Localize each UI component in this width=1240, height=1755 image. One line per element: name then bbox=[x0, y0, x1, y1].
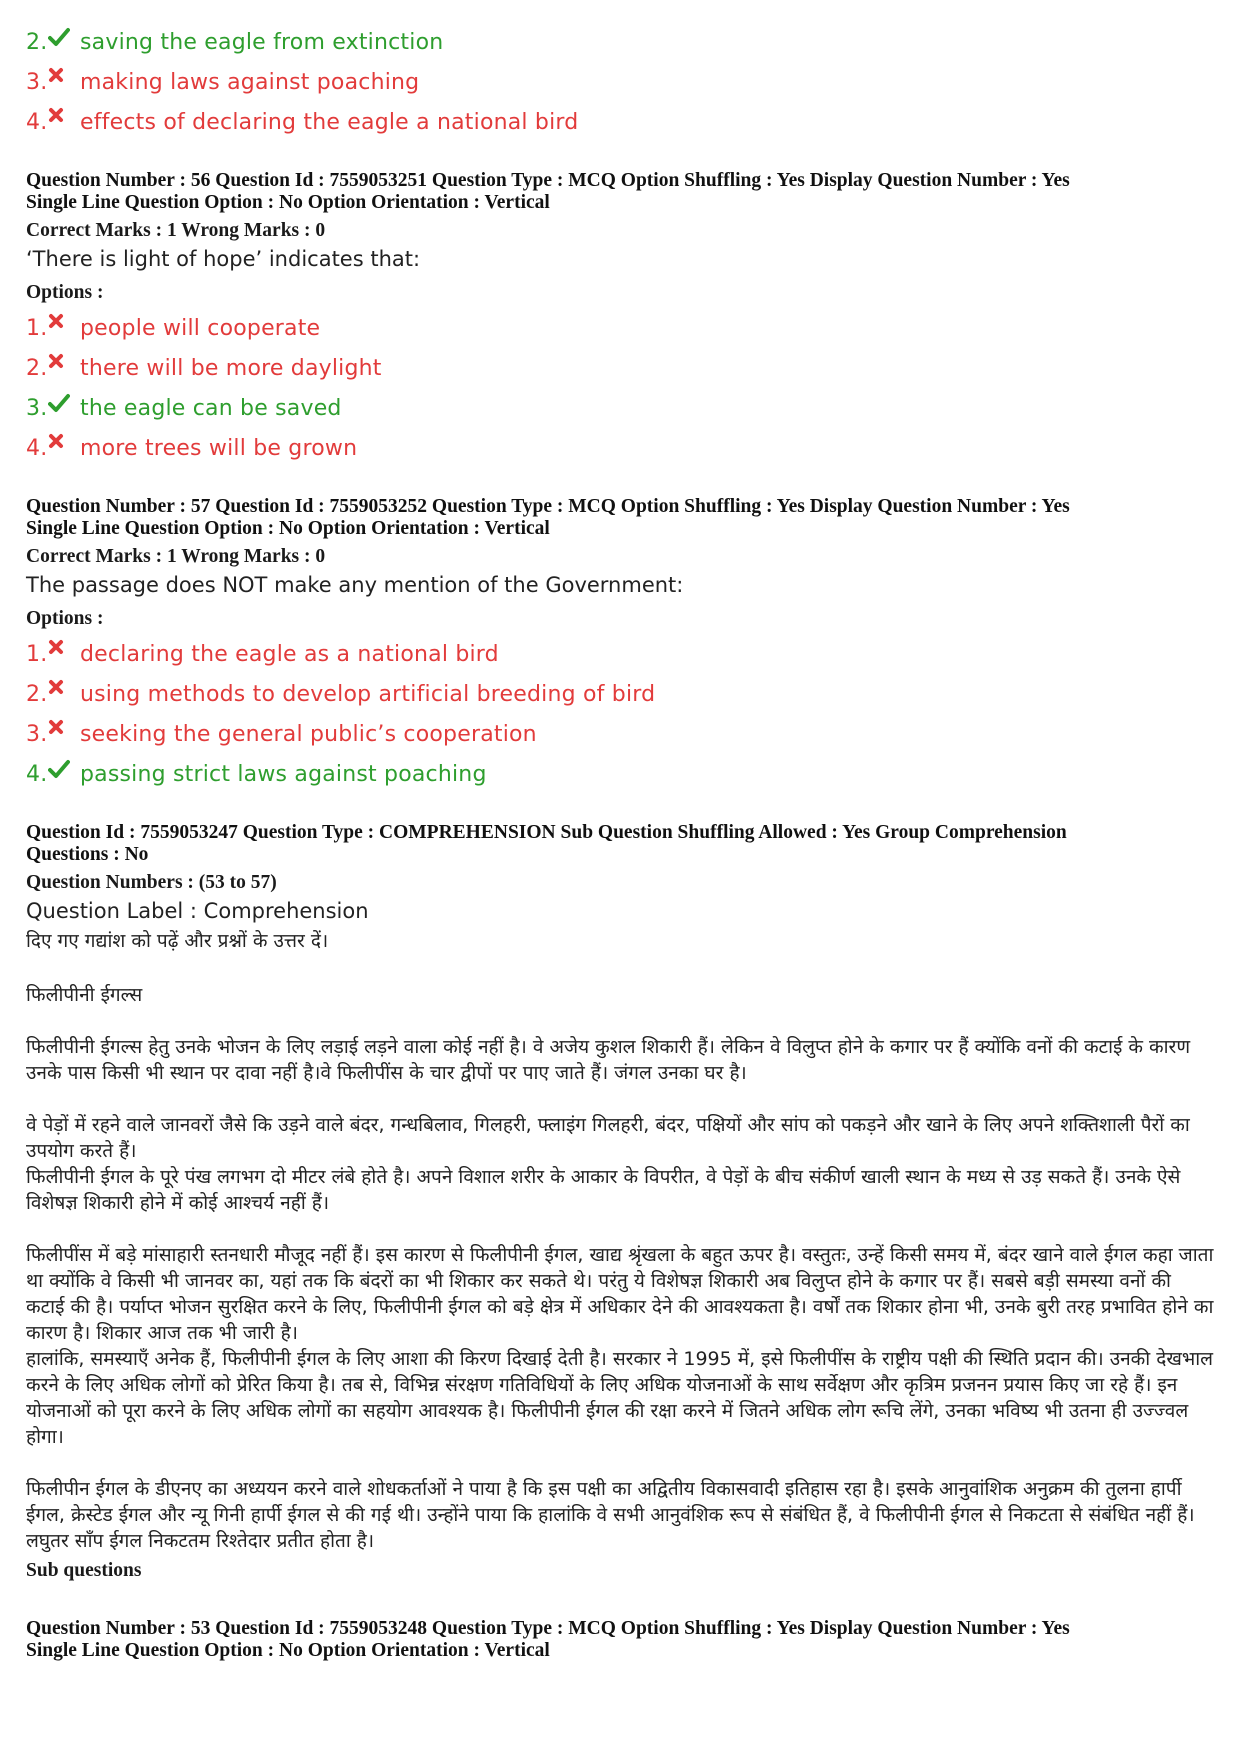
cross-icon bbox=[48, 719, 80, 749]
question-meta-line2: Single Line Question Option : No Option Orientation : Vertical bbox=[26, 1640, 550, 1661]
question-marks: Correct Marks : 1 Wrong Marks : 0 bbox=[26, 546, 326, 567]
option-item bbox=[26, 674, 1214, 714]
option-item bbox=[26, 308, 1214, 348]
option-item bbox=[26, 714, 1214, 754]
check-icon bbox=[48, 393, 80, 423]
option-text: declaring the eagle as a national bird bbox=[80, 641, 499, 667]
option-number: 3. bbox=[26, 69, 48, 95]
option-text: saving the eagle from extinction bbox=[80, 29, 444, 55]
option-number: 3. bbox=[26, 395, 48, 421]
question-57 bbox=[26, 496, 1214, 794]
question-text: ‘There is light of hope’ indicates that: bbox=[26, 247, 421, 271]
option-number: 1. bbox=[26, 315, 48, 341]
options-label: Options : bbox=[26, 608, 104, 629]
passage-paragraph: फिलीपीनी ईगल्स हेतु उनके भोजन के लिए लड़ाई लड़ने वाला कोई नहीं है। वे अजेय कुशल शिकारी हैं। लेकिन वे विलुप्त होने के कगार पर हैं क्योंकि वनों की कटाई के कारण उनके पास किसी भी स्थान पर दावा नहीं है।वे फिलीपींस के चार द्वीपों पर पाए जाते हैं। जंगल उनका घर है। bbox=[26, 1036, 1191, 1084]
option-number: 2. bbox=[26, 29, 48, 55]
option-item bbox=[26, 634, 1214, 674]
cross-icon bbox=[48, 639, 80, 669]
option-number: 2. bbox=[26, 681, 48, 707]
passage-paragraph: फिलीपीन ईगल के डीएनए का अध्ययन करने वाले शोधकर्ताओं ने पाया है कि इस पक्षी का अद्वितीय विकासवादी इतिहास रहा है। इसके आनुवांशिक अनुक्रम की तुलना हार्पी ईगल, क्रेस्टेड ईगल और न्यू गिनी हार्पी ईगल से की गई थी। उन्होंने पाया कि हालांकि वे सभी आनुवंशिक रूप से संबंधित हैं, वे फिलीपीनी ईगल से निकटता से संबंधित नहीं हैं। लघुतर साँप ईगल निकटतम रिश्तेदार प्रतीत होता है। bbox=[26, 1478, 1195, 1552]
question-meta: Question Number : 53 Question Id : 7559053248 Question Type : MCQ Option Shuffling : Yes Display Question Number : Yes bbox=[26, 1618, 1070, 1639]
option-item bbox=[26, 62, 1214, 102]
question-numbers: Question Numbers : (53 to 57) bbox=[26, 872, 277, 893]
question-meta-line2: Single Line Question Option : No Option Orientation : Vertical bbox=[26, 518, 550, 539]
option-text: the eagle can be saved bbox=[80, 395, 342, 421]
cross-icon bbox=[48, 353, 80, 383]
question-56 bbox=[26, 170, 1214, 468]
passage-paragraph: वे पेड़ों में रहने वाले जानवरों जैसे कि उड़ने वाले बंदर, गन्धबिलाव, गिलहरी, फ्लाइंग गिलहरी, बंदर, पक्षियों और सांप को पकड़ने और खाने के लिए अपने शक्तिशाली पैरों का उपयोग करते हैं। bbox=[26, 1114, 1190, 1162]
question-marks: Correct Marks : 1 Wrong Marks : 0 bbox=[26, 220, 326, 241]
option-item bbox=[26, 428, 1214, 468]
question-label: Question Label : Comprehension bbox=[26, 899, 369, 923]
passage bbox=[26, 926, 1214, 1554]
cross-icon bbox=[48, 107, 80, 137]
option-number: 4. bbox=[26, 109, 48, 135]
option-text: seeking the general public’s cooperation bbox=[80, 721, 537, 747]
question-meta: Question Number : 56 Question Id : 7559053251 Question Type : MCQ Option Shuffling : Yes Display Question Number : Yes bbox=[26, 170, 1070, 191]
option-item bbox=[26, 102, 1214, 142]
check-icon bbox=[48, 759, 80, 789]
cross-icon bbox=[48, 433, 80, 463]
option-text: making laws against poaching bbox=[80, 69, 420, 95]
option-number: 4. bbox=[26, 761, 48, 787]
question-meta: Question Number : 57 Question Id : 7559053252 Question Type : MCQ Option Shuffling : Yes Display Question Number : Yes bbox=[26, 496, 1070, 517]
comprehension-meta-line2: Questions : No bbox=[26, 844, 149, 865]
cross-icon bbox=[48, 313, 80, 343]
option-item bbox=[26, 388, 1214, 428]
comprehension-block bbox=[26, 822, 1214, 1582]
cross-icon bbox=[48, 679, 80, 709]
option-number: 1. bbox=[26, 641, 48, 667]
option-text: there will be more daylight bbox=[80, 355, 382, 381]
option-text: more trees will be grown bbox=[80, 435, 358, 461]
comprehension-meta: Question Id : 7559053247 Question Type : COMPREHENSION Sub Question Shuffling Allowed : Yes Group Comprehension bbox=[26, 822, 1067, 843]
option-number: 3. bbox=[26, 721, 48, 747]
option-item bbox=[26, 754, 1214, 794]
check-icon bbox=[48, 27, 80, 57]
option-item bbox=[26, 22, 1214, 62]
question-meta-line2: Single Line Question Option : No Option Orientation : Vertical bbox=[26, 192, 550, 213]
option-text: people will cooperate bbox=[80, 315, 321, 341]
passage-title: फिलीपीनी ईगल्स bbox=[26, 984, 143, 1006]
question-53 bbox=[26, 1618, 1214, 1662]
option-item bbox=[26, 348, 1214, 388]
option-text: passing strict laws against poaching bbox=[80, 761, 487, 787]
option-text: using methods to develop artificial breeding of bird bbox=[80, 681, 656, 707]
question-text: The passage does NOT make any mention of the Government: bbox=[26, 573, 684, 597]
passage-paragraph: हालांकि, समस्याएँ अनेक हैं, फिलीपीनी ईगल के लिए आशा की किरण दिखाई देती है। सरकार ने 1995 में, इसे फिलीपींस के राष्ट्रीय पक्षी की स्थिति प्रदान की। उनकी देखभाल करने के लिए अधिक लोगों को प्रेरित किया है। तब से, विभिन्न संरक्षण गतिविधियों के लिए अधिक योजनाओं के साथ सर्वेक्षण और कृत्रिम प्रजनन प्रयास किए जा रहे हैं। इन योजनाओं को पूरा करने के लिए अधिक लोगों का सहयोग आवश्यक है। फिलीपीनी ईगल की रक्षा करने में जितने अधिक लोग रूचि लेंगे, उनका भविष्य भी उतना ही उज्ज्वल होगा। bbox=[26, 1348, 1214, 1448]
passage-paragraph: फिलीपींस में बड़े मांसाहारी स्तनधारी मौजूद नहीं हैं। इस कारण से फिलीपीनी ईगल, खाद्य श्रृंखला के बहुत ऊपर है। वस्तुतः, उन्हें किसी समय में, बंदर खाने वाले ईगल कहा जाता था क्योंकि वे किसी भी जानवर का, यहां तक कि बंदरों का भी शिकार कर सकते थे। परंतु ये विशेषज्ञ शिकारी अब विलुप्त होने के कगार पर हैं। सबसे बड़ी समस्या वनों की कटाई की है। पर्याप्त भोजन सुरक्षित करने के लिए, फिलीपीनी ईगल को बड़े क्षेत्र में अधिकार देने की आवश्यकता है। वर्षों तक शिकार होना भी, उनके बुरी तरह प्रभावित होने का कारण है। शिकार आज तक भी जारी है। bbox=[26, 1244, 1214, 1344]
cross-icon bbox=[48, 67, 80, 97]
passage-instruction: दिए गए गद्यांश को पढ़ें और प्रश्नों के उत्तर दें। bbox=[26, 930, 329, 952]
options-label: Options : bbox=[26, 282, 104, 303]
sub-questions-heading: Sub questions bbox=[26, 1560, 142, 1581]
q55-options bbox=[26, 22, 1214, 142]
option-number: 2. bbox=[26, 355, 48, 381]
passage-paragraph: फिलीपीनी ईगल के पूरे पंख लगभग दो मीटर लंबे होते है। अपने विशाल शरीर के आकार के विपरीत, वे पेड़ों के बीच संकीर्ण खाली स्थान के मध्य से उड़ सकते हैं। उनके ऐसे विशेषज्ञ शिकारी होने में कोई आश्चर्य नहीं हैं। bbox=[26, 1166, 1181, 1214]
option-text: effects of declaring the eagle a national bird bbox=[80, 109, 579, 135]
option-number: 4. bbox=[26, 435, 48, 461]
